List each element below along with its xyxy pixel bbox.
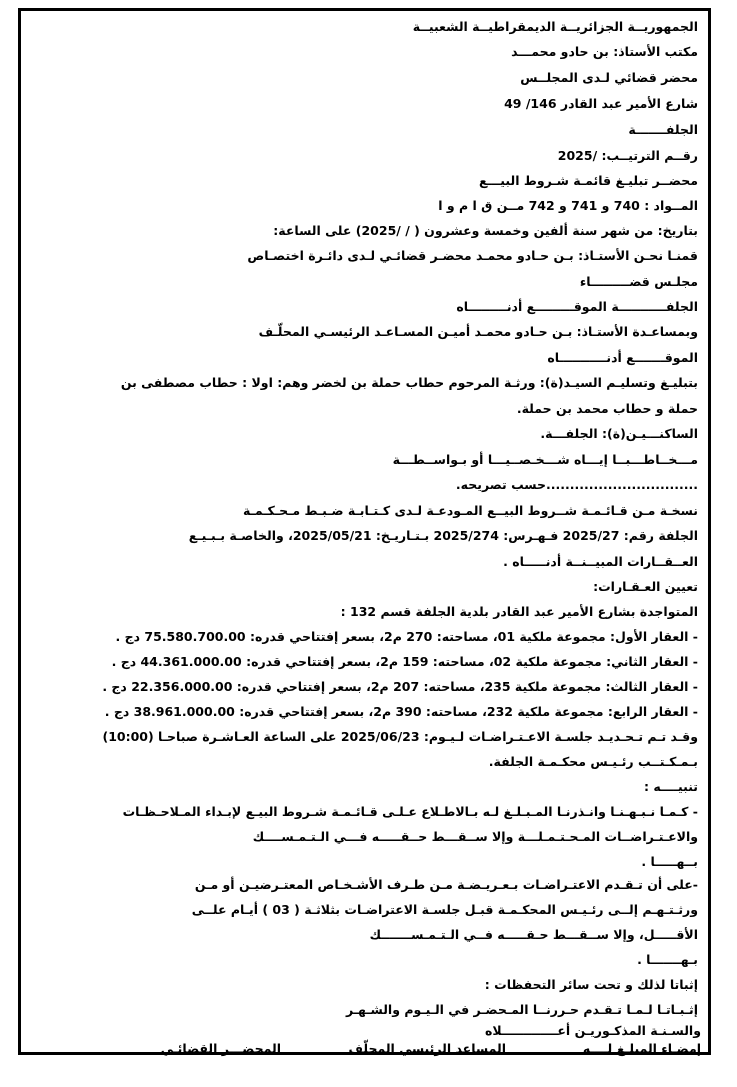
notify-line-1: بتبليـغ وتسليـم السيـد(ة): ورثـة المرحوم حطاب حملة بن لخضر وهم: اولا : حطاب مصطفى بن bbox=[120, 375, 698, 390]
assistant-signature: المساعد الرئيسي المحلّف bbox=[348, 1041, 506, 1056]
properties-title: تعيين العـقـارات: bbox=[593, 579, 698, 594]
copy-line-1: نسخـة مـن قـائـمـة شــروط البيــع المـودعـة لـدى كـتـابـة ضـبـط مـحـكـمـة bbox=[243, 503, 698, 518]
office-name: مكتب الأستاذ: بن حادو محمـــد bbox=[511, 44, 698, 59]
copy-line-3: العــقــارات المبيــنــة أدنـــــاه . bbox=[503, 554, 698, 569]
properties-location: المتواجدة بشارع الأمير عبد القادر بلدية الجلفة قسم 132 : bbox=[340, 604, 698, 619]
property-1: - العقار الأول: مجموعة ملكية 01، مساحته: 270 م2، بسعر إفتتاحي قدره: 75.580.700.00 دج . bbox=[115, 629, 698, 644]
property-2: - العقار الثاني: مجموعة ملكية 02، مساحته: 159 م2، بسعر إفتتاحي قدره: 44.361.000.00 دج . bbox=[111, 654, 698, 669]
final-line-2: والسـنـة المذكـوريـن أعـــــــــــــلاه bbox=[484, 1023, 701, 1038]
legal-articles: المــواد : 740 و 741 و 742 مــن ق ا م و ا bbox=[438, 198, 698, 213]
city-name: الجلفـــــــة bbox=[628, 122, 698, 137]
notify-line-2: حملة و حطاب محمد بن حملة. bbox=[516, 401, 698, 416]
bailiff-signature: المحضـــر القضائـي bbox=[160, 1041, 281, 1056]
copy-line-2: الجلفة رقم: 2025/27 فـهـرس: 2025/274 بـتـاريـخ: 2025/05/21، والخاصـة بـبـيـع bbox=[188, 528, 698, 543]
property-3: - العقار الثالث: مجموعة ملكية 235، مساحته: 207 م2، بسعر إفتتاحي قدره: 22.356.000.00 دج . bbox=[102, 679, 698, 694]
warning-title: تنبيــــه : bbox=[643, 779, 698, 794]
addressed-line: مـــخــاطـــبــا إيـــاه شـــخـصــيـــا أو بـواســطـــة bbox=[392, 452, 698, 467]
assistant-line-2: الموقـــــــع أدنـــــــــــاه bbox=[547, 350, 698, 365]
warning-2-line-3: الأقـــــل، وإلا ســقـــط حـقـــــه فــي الـتـمـســـــــك bbox=[369, 927, 698, 942]
document-title: محضــر تبليـغ قائمـة شـروط البيـــع bbox=[478, 173, 698, 188]
session-line-1: وقـد تـم تـحـديـد جلسـة الاعـتـراضـات لـيـوم: 2025/06/23 على الساعة العـاشـرة صباحـا (10:00) bbox=[102, 729, 698, 744]
recipient-signature: إمضـاء المبلـغ لــــه bbox=[582, 1041, 701, 1056]
date-line: بتاريخ: من شهر سنة ألفين وخمسة وعشرون ( / /2025) على الساعة: bbox=[273, 223, 698, 238]
proof-line: إثباتا لذلك و تحت سائر التحفظات : bbox=[484, 977, 698, 992]
bailiff-title: محضر قضائي لـدى المجلــس bbox=[520, 70, 698, 85]
warning-2-line-4: بـهـــــــا . bbox=[637, 952, 698, 967]
document-frame bbox=[18, 8, 711, 1055]
bailiff-line-2: مجلـس قضـــــــــاء bbox=[579, 274, 698, 289]
warning-1-line-1: - كـمـا نـبـهـنـا وانـذرنـا المـبـلـغ لـه بـالاطـلاع عـلـى قـائـمـة شـروط البيـع لإبـداء المـلاحـظـات bbox=[122, 804, 698, 819]
republic-header: الجمهوريــة الجزائريــة الديمقراطيــة الشعبيــة bbox=[412, 19, 698, 34]
declared-line: ................................حسب تصريحه. bbox=[455, 477, 698, 492]
warning-2-line-1: -على أن تـقـدم الاعتـراضـات بـعـريـضـة مـن طـرف الأشـخـاص المعتـرضيـن أو مـن bbox=[194, 877, 698, 892]
assistant-line-1: وبمساعـدة الأستـاذ: بـن حـادو محمـد أميـن المسـاعـد الرئيسـي المحلّـف bbox=[258, 324, 698, 339]
reference-number: رقــم الترتيــب: /2025 bbox=[557, 148, 698, 163]
final-line-1: إثـبـاتـا لـمـا تـقـدم حـررنــا المـحضـر في الـيـوم والشـهـر bbox=[345, 1002, 698, 1017]
signed-line: الجلفـــــــــــة الموقـــــــــع أدنـــــــــاه bbox=[456, 299, 698, 314]
bailiff-line-1: قمنـا نحـن الأستـاذ: بـن حـادو محمـد محضـر قضائـي لـدى دائـرة اختصـاص bbox=[247, 248, 698, 263]
warning-2-line-2: ورثـتـهـم إلــى رئـيـس المحكـمـة قبـل جلسـة الاعتراضـات بثلاثـة ( 03 ) أيـام علــى bbox=[191, 902, 698, 917]
resident-line: الساكنـــيـن(ة): الجلفـــة. bbox=[540, 426, 698, 441]
property-4: - العقار الرابع: مجموعة ملكية 232، مساحته: 390 م2، بسعر إفتتاحي قدره: 38.961.000.00 دج . bbox=[104, 704, 698, 719]
warning-1-line-3: بــهـــــا . bbox=[641, 854, 698, 869]
session-line-2: بـمـكـتــب رئـيـس محكـمـة الجلفة. bbox=[488, 754, 698, 769]
street-address: شارع الأمير عبد القادر 146/ 49 bbox=[504, 96, 698, 111]
warning-1-line-2: والاعـتـراضــات المـحـتـمـلـــة وإلا ســقـــط حــقـــــه فـــي الـتـمـســــك bbox=[252, 829, 698, 844]
